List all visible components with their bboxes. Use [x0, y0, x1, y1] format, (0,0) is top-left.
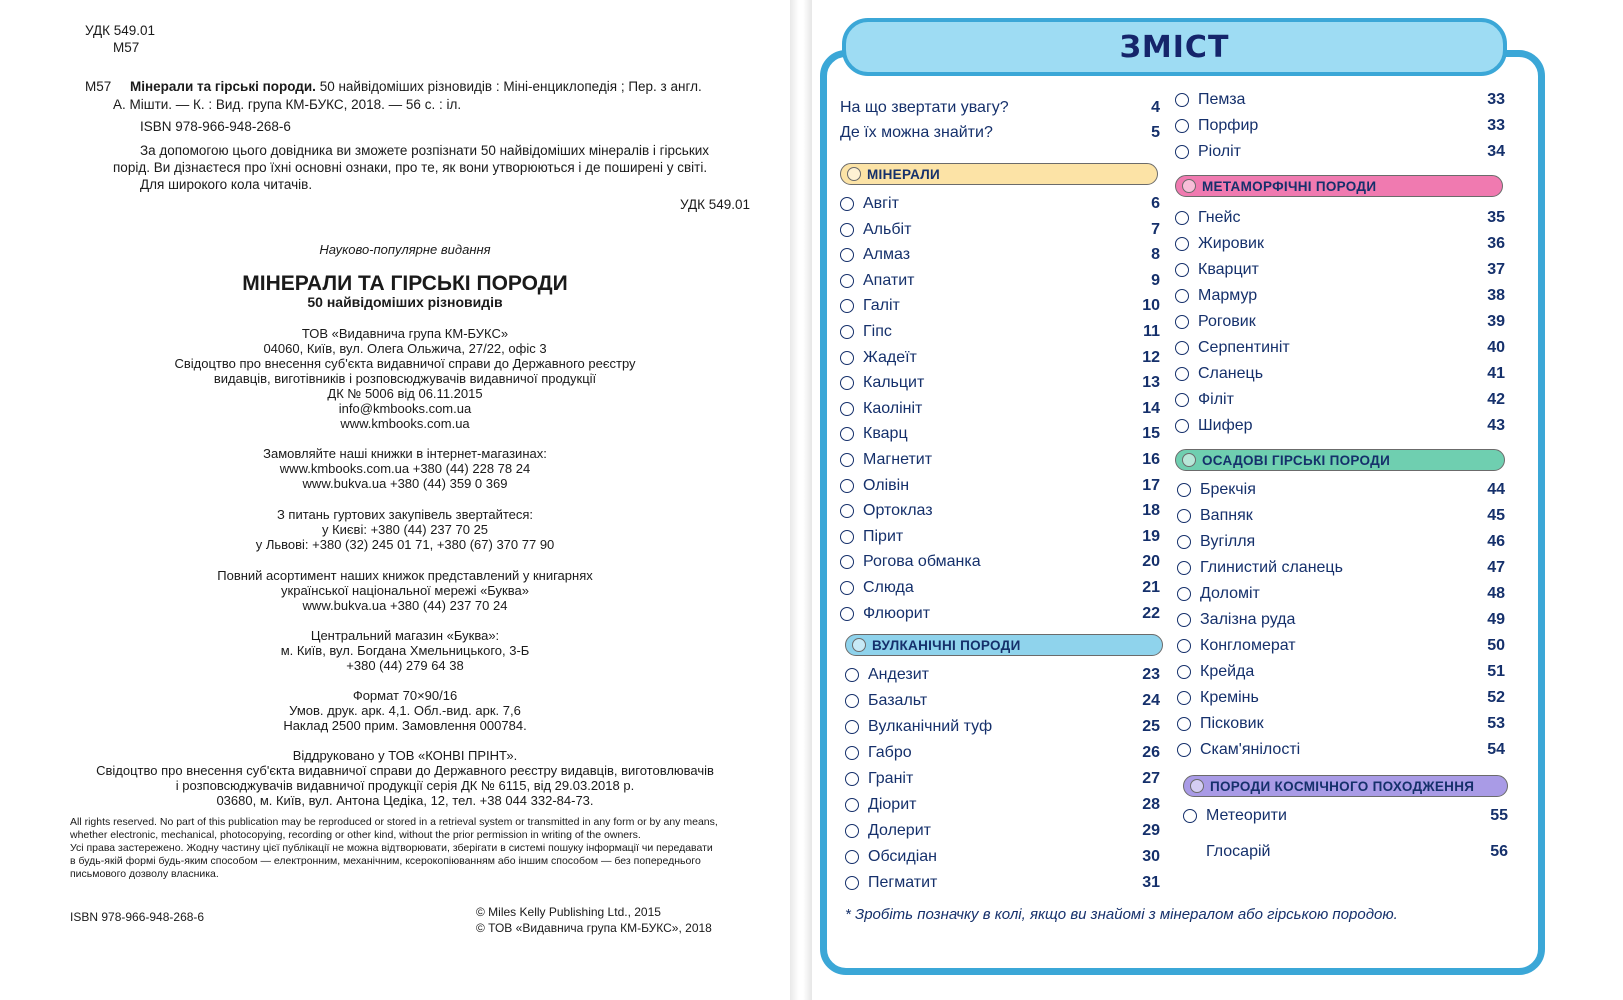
checkbox-circle-icon[interactable] [845, 772, 859, 786]
entry-page-number: 30 [1142, 848, 1160, 865]
rights-ua: Усі права застережено. Жодну частину цієї публікації не можна відтворювати, зберігати в системі пошуку інформації чи передавати в будь-якій формі будь-яким способом — електронним, механічним, ксерокопіюванням або іншим способом — без попереднього письмового дозволу власника. [70, 842, 713, 880]
entry-label: Кальцит [863, 374, 925, 392]
checkbox-circle-icon[interactable] [1177, 561, 1191, 575]
udk-right: УДК 549.01 [679, 197, 750, 212]
rights-en: All rights reserved. No part of this publication may be reproduced or stored in a retrieval system or transmitted in any form or by any means, whether electronic, mechanical, photocopying, recording or other kind, without the prior permission in writing of the owners. [70, 816, 718, 841]
toc-entry [1175, 414, 1505, 438]
entry-page-number: 28 [1142, 796, 1160, 813]
checkbox-circle-icon[interactable] [845, 694, 859, 708]
toc-entry [1177, 608, 1505, 632]
toc-entry [1177, 634, 1505, 658]
entry-page-number: 24 [1142, 692, 1160, 709]
checkbox-circle-icon[interactable] [840, 376, 854, 390]
text-line: 04060, Київ, вул. Олега Ольжича, 27/22, офіс 3 [263, 341, 547, 356]
isbn-bottom: ISBN 978-966-948-268-6 [70, 910, 205, 924]
toc-entry [840, 294, 1160, 318]
text-line: +380 (44) 279 64 38 [346, 658, 464, 673]
text-line: у Львові: +380 (32) 245 01 71, +380 (67) 370 77 90 [255, 537, 555, 552]
assortment-info [50, 568, 760, 613]
toc-entry [1175, 362, 1505, 386]
entry-page-number: 10 [1142, 297, 1160, 315]
contents-title: ЗМІСТ [1119, 29, 1230, 65]
entry-label: Алмаз [863, 246, 911, 264]
entry-label: Скам'янілості [1200, 741, 1301, 758]
section-dot-icon [1182, 453, 1196, 467]
toc-entry [840, 371, 1160, 395]
toc-entry [1177, 582, 1505, 606]
entry-page-number: 39 [1487, 313, 1505, 330]
entry-label: Сланець [1198, 365, 1264, 382]
section-dot-icon [1190, 779, 1204, 793]
entry-label: Долерит [868, 822, 931, 839]
checkbox-circle-icon[interactable] [840, 427, 854, 441]
entry-page-number: 33 [1487, 91, 1505, 108]
toc-entry [1175, 284, 1505, 308]
text-line: З питань гуртових закупівель звертайтеся: [276, 507, 534, 522]
copyright [476, 904, 712, 936]
entry-page-number: 46 [1487, 533, 1505, 550]
biblio-title: Мінерали та гірські породи. [130, 79, 316, 94]
entry-label: Доломіт [1200, 585, 1260, 602]
order-info [50, 446, 760, 491]
checkbox-circle-icon[interactable] [840, 351, 854, 365]
text-line: Повний асортимент наших книжок представлений у книгарнях [217, 568, 593, 583]
toc-entry [845, 767, 1160, 791]
entry-page-number: 18 [1142, 502, 1160, 520]
toc-entry [840, 499, 1160, 523]
entry-label: Пегматит [868, 874, 938, 891]
checkbox-circle-icon[interactable] [840, 453, 854, 467]
checkbox-circle-icon[interactable] [1175, 211, 1189, 225]
text-line: ТОВ «Видавнича група КМ-БУКС» [301, 326, 509, 341]
entry-page-number: 55 [1490, 807, 1508, 824]
section-title: ОСАДОВІ ГІРСЬКІ ПОРОДИ [1202, 452, 1391, 468]
toc-entry [840, 346, 1160, 370]
entry-label: Ріоліт [1198, 143, 1241, 160]
checkbox-circle-icon[interactable] [1175, 93, 1189, 107]
entry-page-number: 23 [1142, 666, 1160, 683]
entry-page-number: 41 [1487, 365, 1505, 382]
entry-page-number: 31 [1142, 874, 1160, 891]
entry-page-number: 14 [1142, 399, 1160, 417]
toc-entry [1175, 388, 1505, 412]
book-title: МІНЕРАЛИ ТА ГІРСЬКІ ПОРОДИ [242, 272, 568, 295]
entry-label: Магнетит [863, 451, 933, 468]
publisher-info [50, 326, 760, 431]
entry-label: Діорит [868, 796, 917, 813]
entry-page-number: 12 [1142, 348, 1160, 366]
biblio-record [130, 78, 750, 95]
checkbox-circle-icon[interactable] [840, 402, 854, 416]
checkbox-circle-icon[interactable] [840, 223, 854, 237]
text-line: Умов. друк. арк. 4,1. Обл.-вид. арк. 7,6 [289, 703, 521, 718]
toc-entry [845, 715, 1160, 739]
checkbox-circle-icon[interactable] [1177, 743, 1191, 757]
checkbox-circle-icon[interactable] [845, 668, 859, 682]
entry-page-number: 35 [1487, 209, 1505, 226]
section-dot-icon [847, 167, 861, 181]
entry-label: Слюда [863, 579, 914, 596]
toc-entry [1175, 140, 1505, 164]
entry-label: Граніт [868, 770, 914, 787]
checkbox-circle-icon[interactable] [845, 850, 859, 864]
toc-entry [1177, 660, 1505, 684]
toc-entry [845, 663, 1160, 687]
entry-page-number: 7 [1151, 220, 1160, 238]
checkbox-circle-icon[interactable] [1177, 587, 1191, 601]
checkbox-circle-icon[interactable] [845, 824, 859, 838]
toc-entry [840, 192, 1160, 216]
entry-page-number: 52 [1487, 689, 1505, 706]
section-title: МІНЕРАЛИ [867, 166, 941, 182]
section-bar-volcanic [845, 634, 1163, 656]
text-line: Формат 70×90/16 [352, 688, 458, 703]
toc-entry [840, 525, 1160, 549]
annotation-line-1: За допомогою цього довідника ви зможете розпізнати 50 найвідоміших мінералів і гірських [140, 143, 710, 158]
author-mark: М57 [113, 40, 140, 55]
text-line: 03680, м. Київ, вул. Антона Цедіка, 12, тел. +38 044 332-84-73. [216, 793, 594, 808]
annotation-line-2: порід. Ви дізнаєтеся про їхні основні ознаки, про те, як вони утворюються і де поширені у світі. [113, 160, 708, 175]
entry-label: Ортоклаз [863, 502, 933, 520]
copyright-line-1: © Miles Kelly Publishing Ltd., 2015 [476, 905, 661, 919]
entry-label: Габро [868, 744, 912, 761]
entry-label: Гнейс [1198, 209, 1241, 226]
wholesale-info [50, 507, 760, 552]
entry-label: Крейда [1200, 663, 1255, 680]
toc-entry [1175, 206, 1505, 230]
entry-page-number: 17 [1142, 476, 1160, 494]
checkbox-circle-icon[interactable] [1177, 613, 1191, 627]
checkbox-circle-icon[interactable] [845, 746, 859, 760]
entry-page-number: 20 [1142, 553, 1160, 571]
entry-label: Пісковик [1200, 715, 1264, 732]
text-line: Віддруковано у ТОВ «КОНВІ ПРІНТ». [292, 748, 518, 763]
entry-page-number: 25 [1142, 718, 1160, 735]
entry-page-number: 50 [1487, 637, 1505, 654]
entry-page-number: 26 [1142, 744, 1160, 761]
entry-page-number: 13 [1142, 374, 1160, 392]
entry-page-number: 36 [1487, 235, 1505, 252]
toc-entry [1183, 804, 1508, 828]
toc-entry [840, 269, 1160, 293]
entry-label: Олівін [863, 476, 910, 494]
book-subtitle: 50 найвідоміших різновидів [307, 294, 503, 310]
section-title: ВУЛКАНІЧНІ ПОРОДИ [872, 637, 1021, 653]
checkbox-circle-icon[interactable] [840, 248, 854, 262]
section-dot-icon [1182, 179, 1196, 193]
checkbox-circle-icon[interactable] [1177, 717, 1191, 731]
entry-label: Апатит [863, 271, 915, 289]
text-line: www.kmbooks.com.ua [340, 416, 470, 431]
entry-label: Андезит [868, 666, 929, 683]
toc-entry [1175, 258, 1505, 282]
toc-entry [840, 243, 1160, 267]
entry-label: Авгіт [863, 195, 899, 212]
print-info [50, 748, 760, 808]
toc-entry [845, 741, 1160, 765]
text-line: української національної мережі «Буква» [281, 583, 529, 598]
text-line: і розповсюджувачів видавничої продукції серія ДК № 6115, від 29.03.2018 р. [175, 778, 635, 793]
entry-page-number: 45 [1487, 507, 1505, 524]
section-bar-minerals [840, 163, 1158, 185]
toc-entry [840, 550, 1160, 574]
entry-label: Галіт [863, 297, 900, 315]
udk-top: УДК 549.01 [85, 23, 156, 38]
text-line: info@kmbooks.com.ua [338, 401, 472, 416]
entry-label: Жадеїт [863, 348, 917, 366]
checkbox-circle-icon[interactable] [1175, 419, 1189, 433]
checkbox-circle-icon[interactable] [840, 325, 854, 339]
entry-page-number: 42 [1487, 391, 1505, 408]
annotation-line-3: Для широкого кола читачів. [140, 177, 313, 192]
entry-label: Жировик [1198, 235, 1264, 252]
entry-label: Альбіт [863, 220, 912, 238]
entry-label: Кварцит [1198, 261, 1259, 278]
entry-label: Роговик [1198, 313, 1256, 330]
toc-entry [1177, 478, 1505, 502]
text-line: Центральний магазин «Буква»: [310, 628, 500, 643]
entry-page-number: 56 [1490, 843, 1508, 860]
text-line: ДК № 5006 від 06.11.2015 [327, 386, 483, 401]
entry-page-number: 21 [1142, 579, 1160, 596]
toc-entry [840, 320, 1160, 344]
toc-entry [1177, 712, 1505, 736]
format-info [50, 688, 760, 733]
checkbox-circle-icon[interactable] [840, 555, 854, 569]
toc-entry [845, 845, 1160, 869]
toc-entry [1175, 114, 1505, 138]
entry-page-number: 40 [1487, 339, 1505, 356]
entry-page-number: 8 [1151, 246, 1160, 264]
checkbox-circle-icon[interactable] [1183, 809, 1197, 823]
entry-page-number: 54 [1487, 741, 1505, 758]
entry-label: Філіт [1198, 391, 1234, 408]
toc-entry [840, 602, 1160, 626]
entry-label: На що звертати увагу? [840, 99, 1009, 116]
entry-label: Гіпс [863, 323, 892, 340]
toc-entry [1177, 504, 1505, 528]
entry-label: Брекчія [1200, 481, 1256, 498]
checkbox-circle-icon[interactable] [840, 197, 854, 211]
checkbox-circle-icon[interactable] [1175, 237, 1189, 251]
toc-entry [840, 576, 1160, 600]
checkbox-circle-icon[interactable] [1175, 393, 1189, 407]
checkbox-circle-icon[interactable] [1175, 341, 1189, 355]
checkbox-circle-icon[interactable] [1177, 509, 1191, 523]
entry-page-number: 22 [1142, 604, 1160, 622]
text-line: www.bukva.ua +380 (44) 359 0 369 [302, 476, 508, 491]
toc-entry [845, 689, 1160, 713]
checkbox-circle-icon[interactable] [845, 798, 859, 812]
entry-page-number: 5 [1151, 124, 1160, 141]
entry-page-number: 37 [1487, 261, 1505, 278]
footnote: * Зробіть позначку в колі, якщо ви знайомі з мінералом або гірською породою. [845, 906, 1398, 923]
entry-page-number: 47 [1487, 559, 1505, 576]
entry-label: Глосарій [1206, 843, 1271, 860]
section-bar-sedimentary [1175, 449, 1505, 471]
entry-page-number: 11 [1143, 323, 1160, 340]
text-line: видавців, виготівників і розповсюджувачів видавничої продукції [213, 371, 597, 386]
entry-label: Кварц [863, 425, 908, 443]
entry-page-number: 29 [1142, 822, 1160, 839]
checkbox-circle-icon[interactable] [840, 274, 854, 288]
checkbox-circle-icon[interactable] [1175, 367, 1189, 381]
entry-label: Глинистий сланець [1200, 559, 1343, 576]
toc-glossary-row [1206, 840, 1508, 864]
entry-label: Вугілля [1200, 533, 1256, 550]
text-line: www.bukva.ua +380 (44) 237 70 24 [302, 598, 508, 613]
text-line: Свідоцтво про внесення суб'єкта видавничої справи до Державного реєстру видавців, виготовлювачів [96, 763, 714, 778]
isbn: ISBN 978-966-948-268-6 [140, 119, 291, 134]
checkbox-circle-icon[interactable] [1177, 535, 1191, 549]
checkbox-circle-icon[interactable] [1177, 665, 1191, 679]
entry-label: Пірит [863, 527, 904, 545]
entry-page-number: 15 [1142, 425, 1160, 443]
toc-intro-row [840, 121, 1160, 145]
entry-page-number: 38 [1487, 287, 1505, 304]
checkbox-circle-icon[interactable] [1175, 315, 1189, 329]
entry-label: Флюорит [863, 604, 931, 622]
checkbox-circle-icon[interactable] [845, 876, 859, 890]
checkbox-circle-icon[interactable] [840, 581, 854, 595]
checkbox-circle-icon[interactable] [1175, 263, 1189, 277]
toc-entry [1177, 556, 1505, 580]
checkbox-circle-icon[interactable] [1177, 483, 1191, 497]
toc-entry [1177, 686, 1505, 710]
section-bar-metamorphic [1175, 175, 1503, 197]
text-line: Замовляйте наші книжки в інтернет-магазинах: [263, 446, 547, 461]
section-title: МЕТАМОРФІЧНІ ПОРОДИ [1202, 178, 1377, 194]
entry-page-number: 34 [1487, 143, 1505, 160]
entry-page-number: 19 [1142, 527, 1160, 545]
checkbox-circle-icon[interactable] [1177, 639, 1191, 653]
toc-entry [840, 397, 1160, 421]
entry-label: Залізна руда [1200, 611, 1296, 628]
entry-label: Шифер [1198, 417, 1253, 434]
entry-page-number: 9 [1151, 271, 1160, 289]
checkbox-circle-icon[interactable] [1177, 691, 1191, 705]
toc-entry [1175, 88, 1505, 112]
checkbox-circle-icon[interactable] [845, 720, 859, 734]
checkbox-circle-icon[interactable] [1175, 145, 1189, 159]
entry-label: Серпентиніт [1198, 339, 1290, 356]
checkbox-circle-icon[interactable] [1175, 289, 1189, 303]
toc-entry [1177, 530, 1505, 554]
toc-entry [840, 474, 1160, 498]
toc-entry [1175, 336, 1505, 360]
text-line: м. Київ, вул. Богдана Хмельницького, 3-Б [280, 643, 530, 658]
entry-label: Вулканічний туф [868, 718, 993, 735]
entry-label: Порфир [1198, 117, 1259, 134]
author-mark-biblio: М57 [85, 79, 112, 94]
imprint-page [0, 0, 790, 1000]
entry-page-number: 27 [1142, 770, 1160, 787]
entry-label: Конгломерат [1200, 637, 1296, 654]
toc-entry [1175, 232, 1505, 256]
section-title: ПОРОДИ КОСМІЧНОГО ПОХОДЖЕННЯ [1210, 778, 1475, 794]
toc-entry [840, 218, 1160, 242]
biblio-record-cont: А. Мішти. — К. : Вид. група КМ-БУКС, 2018. — 56 с. : іл. [113, 97, 462, 112]
entry-label: Кремінь [1200, 689, 1259, 706]
entry-label: Рогова обманка [863, 553, 981, 571]
entry-page-number: 6 [1151, 195, 1160, 212]
toc-intro-row [840, 96, 1160, 120]
checkbox-circle-icon[interactable] [840, 607, 854, 621]
genre: Науково-популярне видання [319, 242, 491, 257]
book-gutter [790, 0, 812, 1000]
central-store-info [50, 628, 760, 673]
entry-label: Базальт [868, 692, 928, 709]
toc-entry [845, 793, 1160, 817]
toc-entry [845, 819, 1160, 843]
entry-page-number: 4 [1151, 99, 1160, 116]
toc-entry [1175, 310, 1505, 334]
toc-entry [840, 448, 1160, 472]
checkbox-circle-icon[interactable] [1175, 119, 1189, 133]
checkbox-circle-icon[interactable] [840, 479, 854, 493]
text-line: у Києві: +380 (44) 237 70 25 [321, 522, 489, 537]
biblio-rest: 50 найвідоміших різновидів : Міні-енциклопедія ; Пер. з англ. [315, 79, 702, 94]
toc-entry [845, 871, 1160, 895]
contents-title-bar [842, 18, 1507, 76]
entry-label: Обсидіан [868, 848, 937, 865]
section-bar-cosmic [1183, 775, 1508, 797]
entry-label: Пемза [1198, 91, 1246, 108]
entry-page-number: 43 [1487, 417, 1505, 434]
entry-page-number: 16 [1142, 451, 1160, 468]
entry-page-number: 51 [1487, 663, 1505, 680]
entry-page-number: 53 [1487, 715, 1505, 732]
toc-entry [1177, 738, 1505, 762]
entry-page-number: 33 [1487, 117, 1505, 134]
entry-page-number: 48 [1487, 585, 1505, 602]
entry-page-number: 44 [1487, 481, 1505, 498]
entry-label: Метеорити [1206, 807, 1287, 824]
entry-page-number: 49 [1487, 611, 1505, 628]
section-dot-icon [852, 638, 866, 652]
checkbox-circle-icon[interactable] [840, 504, 854, 518]
entry-label: Мармур [1198, 287, 1258, 304]
checkbox-circle-icon[interactable] [840, 299, 854, 313]
entry-label: Каолініт [863, 399, 923, 417]
toc-entry [840, 422, 1160, 446]
copyright-line-2: © ТОВ «Видавнича група КМ-БУКС», 2018 [476, 921, 712, 935]
text-line: Наклад 2500 прим. Замовлення 000784. [283, 718, 527, 733]
text-line: Свідоцтво про внесення суб'єкта видавничої справи до Державного реєстру [174, 356, 636, 371]
entry-label: Де їх можна знайти? [840, 124, 993, 141]
text-line: www.kmbooks.com.ua +380 (44) 228 78 24 [279, 461, 531, 476]
checkbox-circle-icon[interactable] [840, 530, 854, 544]
entry-label: Вапняк [1200, 507, 1253, 524]
